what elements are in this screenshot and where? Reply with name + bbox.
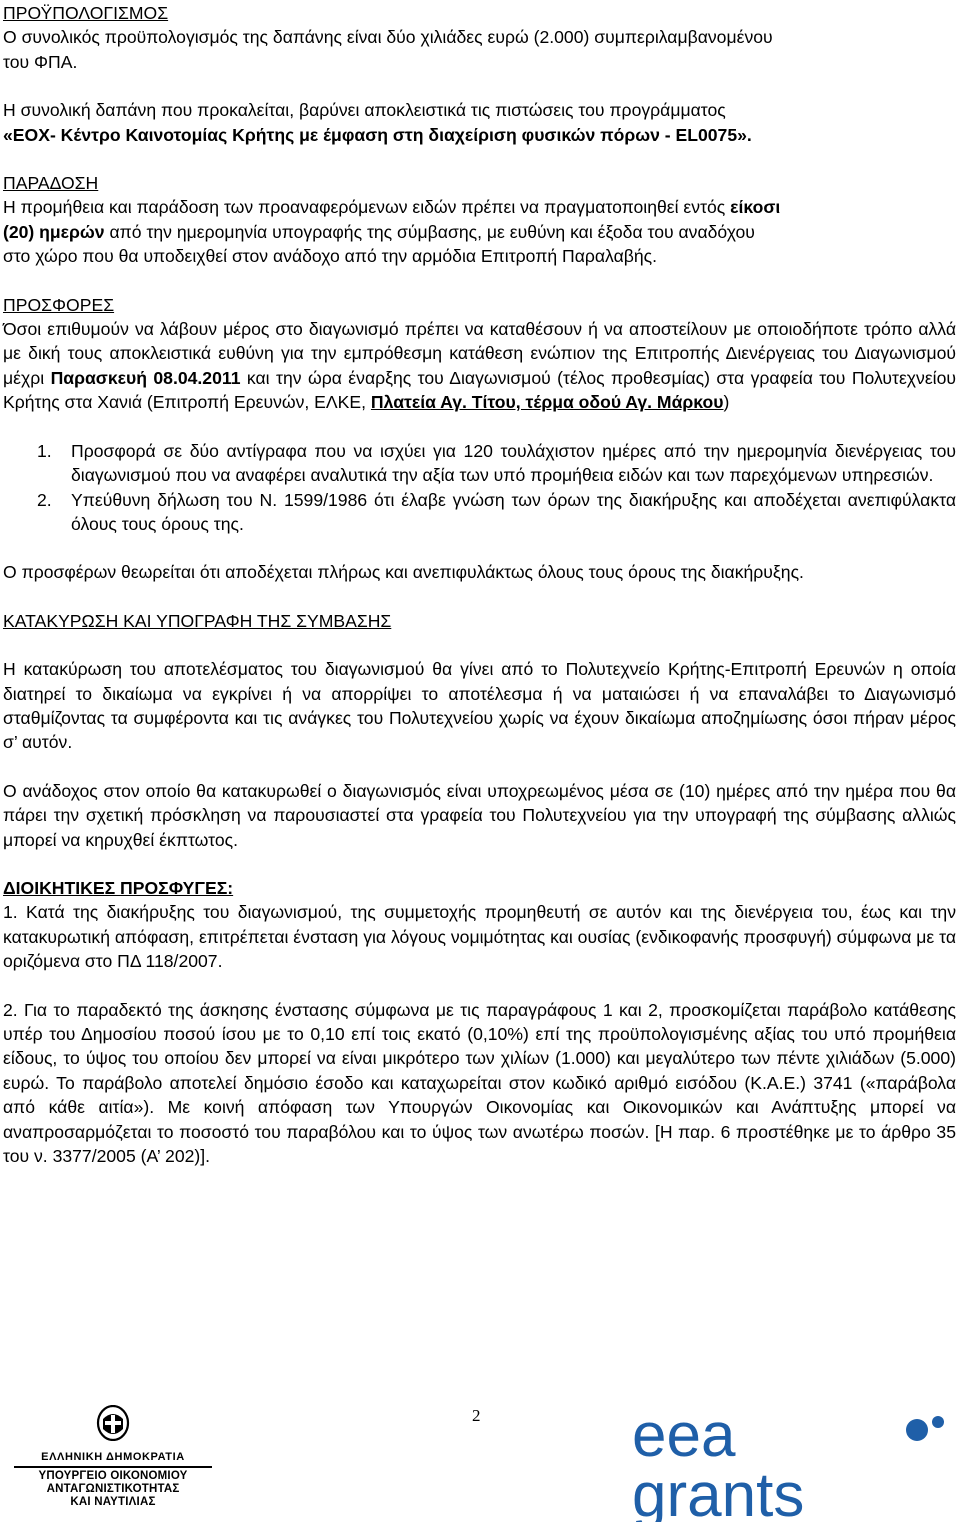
offers-text-c: ): [723, 392, 730, 413]
ministry-line-3: ΚΑΙ ΝΑΥΤΙΛΙΑΣ: [70, 1496, 156, 1508]
offers-paragraph: [3, 317, 956, 415]
ministry-line-2: ΑΝΤΑΓΩΝΙΣΤΙΚΟΤΗΤΑΣ: [46, 1483, 180, 1495]
budget-line-4: «ΕΟΧ- Κέντρο Καινοτομίας Κρήτης με έμφαση στη διαχείριση φυσικών πόρων - EL0075».: [3, 124, 752, 145]
ministry-line-1: ΥΠΟΥΡΓΕΙΟ ΟΙΚΟΝΟΜΙΟΥ: [38, 1470, 188, 1482]
list-item: [3, 439, 956, 488]
award-heading: ΚΑΤΑΚΥΡΩΣΗ ΚΑΙ ΥΠΟΓΡΑΦΗ ΤΗΣ ΣΥΜΒΑΣΗΣ: [3, 610, 392, 631]
document-page: [3, 0, 956, 1168]
eea-logo-text: eea: [632, 1404, 736, 1470]
offers-deadline-date: Παρασκευή 08.04.2011: [50, 367, 241, 388]
offers-text-b: και την ώρα έναρξης του Διαγωνισμού (τέλος προθεσμίας) στα γραφεία του Πολυτεχνείου Κρήτης στα Χανιά (Επιτροπή Ερευνών, ΕΛΚΕ,: [3, 367, 956, 413]
grants-logo-text: grants: [632, 1461, 805, 1522]
delivery-line-3: στο χώρο που θα υποδειχθεί στον ανάδοχο από την αρμόδια Επιτροπή Παραλαβής.: [3, 246, 658, 267]
republic-label: ΕΛΛΗΝΙΚΗ ΔΗΜΟΚΡΑΤΙΑ: [41, 1451, 185, 1463]
list-item-text: Υπεύθυνη δήλωση του Ν. 1599/1986 ότι έλαβε γνώση των όρων της διακήρυξης και αποδέχεται ανεπιφύλακτα όλους τους όρους της.: [71, 489, 956, 534]
budget-line-3: Η συνολική δαπάνη που προκαλείται, βαρύνει αποκλειστικά τις πιστώσεις του προγράμματος: [3, 100, 726, 121]
appeals-paragraph-2: 2. Για το παραδεκτό της άσκησης ένστασης σύμφωνα με τις παραγράφους 1 και 2, προσκομίζεται παράβολο κατάθεσης υπέρ του Δημοσίου ποσού ίσου με το 0,10 επί τοις εκατό (0,10%) επί της προϋπολογισμένης αξίας του υπό προμήθεια είδους, το ύψος του οποίου δεν μπορεί να είναι μικρότερο των χιλίων (1.000) και μεγαλύτερο των πέντε χιλιάδων (5.000) ευρώ. Το παράβολο αποτελεί δημόσιο έσοδο και καταχωρείται στον κωδικό αριθμό εισόδου (Κ.Α.Ε.) 3741 («παράβολα από κάθε αιτία»). Με κοινή απόφαση των Υπουργών Οικονομίας και Οικονομικών και Ανάπτυξης μπορεί να αναπροσαρμόζεται το ποσοστό του παραβόλου και το ύψος των ανωτέρω ποσών. [Η παρ. 6 προστέθηκε με το άρθρο 35 του ν. 3377/2005 (Α’ 202)].: [3, 999, 956, 1167]
delivery-text-b: από την ημερομηνία υπογραφής της σύμβασης, με ευθύνη και έξοδα του αναδόχου: [104, 221, 755, 242]
award-paragraph-1: Η κατακύρωση του αποτελέσματος του διαγωνισμού θα γίνει από το Πολυτεχνείο Κρήτης-Επιτροπή Ερευνών η οποία διατηρεί το δικαίωμα να εγκρίνει ή να απορρίψει το αποτέλεσμα ή να ματαιώσει ή να επαναλάβει το Διαγωνισμό σταθμίζοντας τα συμφέροντα και τις ανάγκες του Πολυτεχνείου χωρίς να έχουν δικαίωμα αποζημίωσης όσοι πήραν μέρος σ’ αυτόν.: [3, 659, 956, 753]
budget-line-1: Ο συνολικός προϋπολογισμός της δαπάνης είναι δύο χιλιάδες ευρώ (2.000) συμπεριλαμβανομένου: [3, 27, 773, 48]
list-item-number: 2.: [37, 489, 52, 510]
offers-requirements-list: [3, 439, 956, 537]
award-paragraph-2: Ο ανάδοχος στον οποίο θα κατακυρωθεί ο διαγωνισμός είναι υποχρεωμένος μέσα σε (10) ημέρες από την ημέρα που θα πάρει την σχετική πρόσκληση να παρουσιαστεί στα γραφεία του Πολυτεχνείου για την υπογραφή της σύμβασης αλλιώς μπορεί να κηρυχθεί έκπτωτος.: [3, 780, 956, 850]
list-item-text: Προσφορά σε δύο αντίγραφα που να ισχύει για 120 τουλάχιστον ημέρες από την ημερομηνία διενέργειας του διαγωνισμού που να αναφέρει αναλυτικά την αξία των υπό προμήθεια ειδών και των παρεχόμενων υπηρεσιών.: [71, 440, 956, 486]
budget-heading: ΠΡΟΫΠΟΛΟΓΙΣΜΟΣ: [3, 3, 169, 23]
eea-grants-logo: [626, 1404, 956, 1522]
greek-coat-of-arms-icon: [96, 1405, 130, 1441]
offers-text-a: Όσοι επιθυμούν να λάβουν μέρος στο διαγωνισμό πρέπει να καταθέσουν ή να αποστείλουν με οποιοδήποτε τρόπο αλλά με δική τους αποκλειστικά ευθύνη για την εμπρόθεσμη κατάθεση ενώπιον της Επιτροπής Διενέργειας του Διαγωνισμού μέχρι: [3, 319, 956, 388]
appeals-heading: ΔΙΟΙΚΗΤΙΚΕΣ ΠΡΟΣΦΥΓΕΣ:: [3, 877, 234, 898]
delivery-bold-a: είκοσι: [730, 197, 781, 218]
hellenic-republic-logo: [6, 1402, 220, 1518]
list-item: [3, 488, 956, 537]
page-number: 2: [472, 1406, 481, 1425]
logo-divider: [14, 1466, 212, 1468]
delivery-bold-b: (20) ημερών: [3, 221, 105, 242]
offers-heading: ΠΡΟΣΦΟΡΕΣ: [3, 294, 115, 315]
budget-line-2: του ΦΠΑ.: [3, 51, 78, 72]
delivery-text-a: Η προμήθεια και παράδοση των προαναφερόμενων ειδών πρέπει να πραγματοποιηθεί εντός: [3, 197, 731, 218]
delivery-heading: ΠΑΡΑΔΟΣΗ: [3, 173, 99, 194]
appeals-paragraph-1: 1. Κατά της διακήρυξης του διαγωνισμού, της συμμετοχής προμηθευτή σε αυτόν και της διενέργεια του, έως και την κατακυρωτική απόφαση, επιτρέπεται ένσταση για λόγους νομιμότητας και ουσίας (ενδικοφανής προσφυγή) σύμφωνα με τα οριζόμενα στο ΠΔ 118/2007.: [3, 902, 956, 972]
list-item-number: 1.: [37, 440, 52, 461]
delivery-paragraph: [3, 195, 956, 244]
offers-address: Πλατεία Αγ. Τίτου, τέρμα οδού Αγ. Μάρκου: [370, 392, 724, 413]
ministry-label: [6, 1470, 220, 1509]
eea-grants-logo-icon: [626, 1404, 956, 1522]
offers-closing: Ο προσφέρων θεωρείται ότι αποδέχεται πλήρως και ανεπιφυλάκτως όλους τους όρους της διακήρυξης.: [3, 562, 804, 583]
